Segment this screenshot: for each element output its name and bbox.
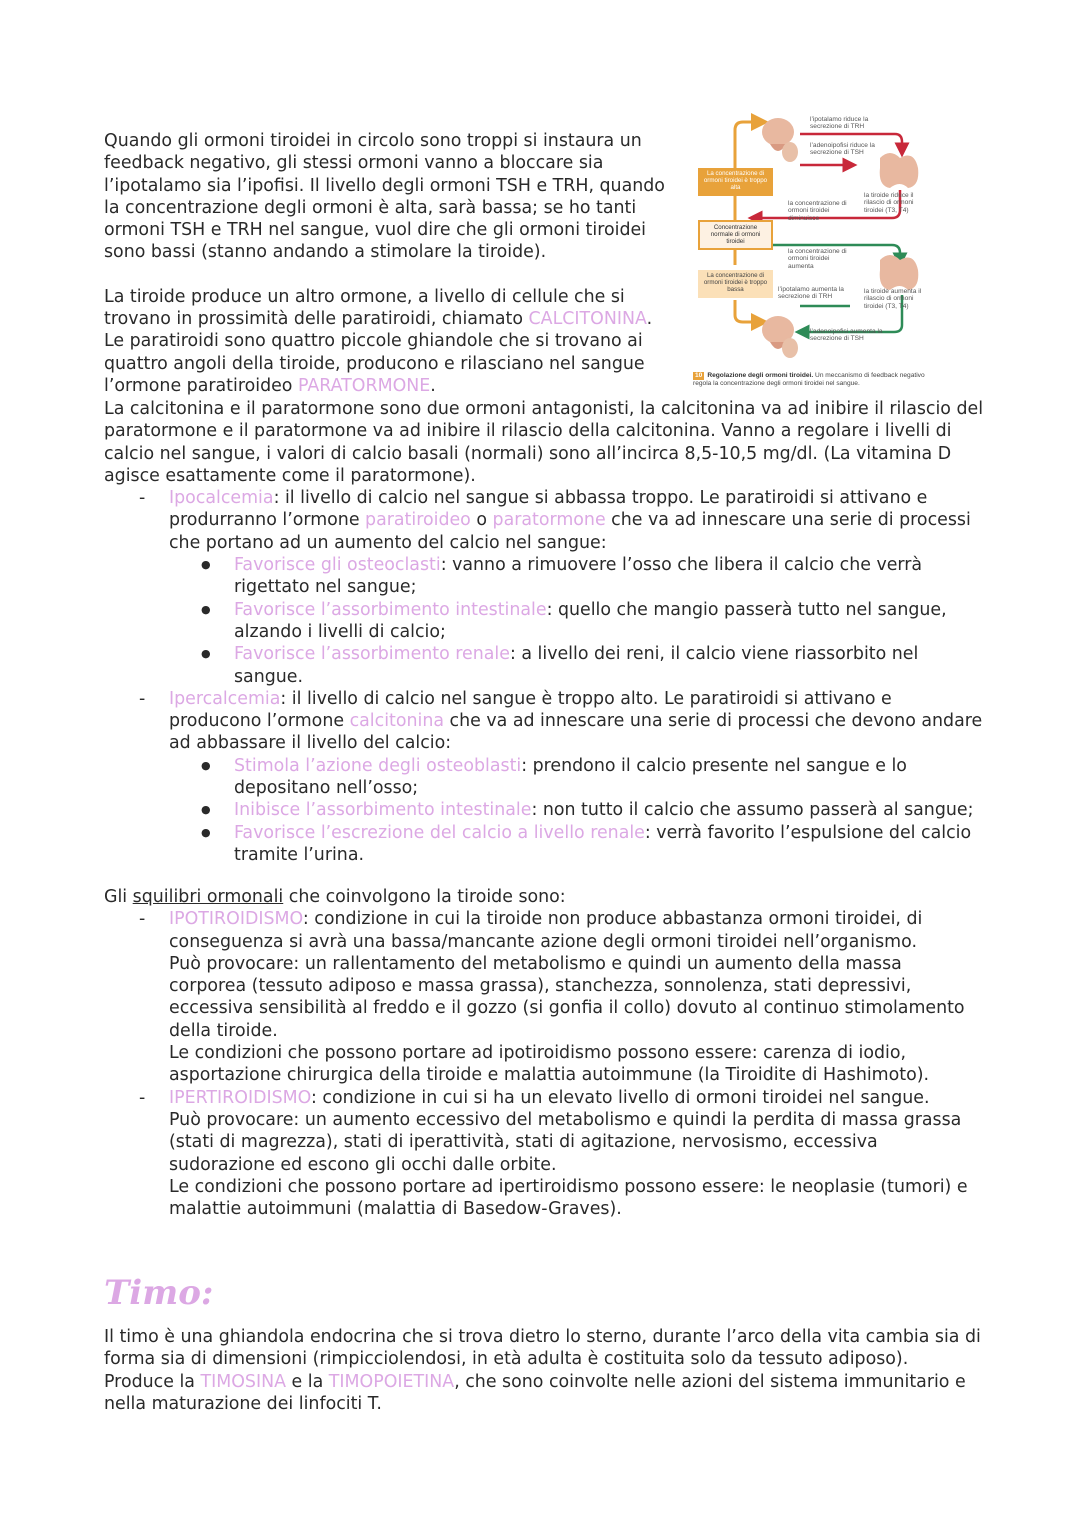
term-ipertiroidismo: IPERTIROIDISMO [169,1087,312,1108]
intro-section [104,130,684,397]
text-run: : condizione in cui la tiroide non produce abbastanza ormoni tiroidei, di conseguenza si avrà una bassa/mancante azione degli ormoni tiroidei nell’organismo. [169,909,923,952]
list-item-ipercalcemia [169,688,984,866]
arrow-up-orange [735,122,760,168]
term-ipotiroidismo: IPOTIROIDISMO [169,909,303,930]
ipertiroidismo-definition [169,1087,984,1109]
highlight-paratormone: PARATORMONE [297,375,431,396]
text-run: che coinvolgono la tiroide sono: [283,887,566,907]
highlight: Inibisce l’assorbimento intestinale [234,800,532,821]
list-item [234,554,984,599]
intro-paragraph-calcitonina [104,286,684,331]
list-item-ipotiroidismo [169,908,984,1086]
list-item-ipocalcemia [169,487,984,688]
thyroid-organ-bottom [880,255,919,290]
highlight: Stimola l’azione degli osteoblasti [234,755,522,776]
text-run: : a livello dei reni, il calcio viene riassorbito nel sangue. [234,644,919,687]
timo-paragraph-1: Il timo è una ghiandola endocrina che si trova dietro lo sterno, durante l’arco della vita cambia sia di forma sia di dimensioni (rimpicciolendosi, in età adulta è costituita solo da tessuto adiposo). [104,1327,981,1370]
highlight-timopoietina: TIMOPOIETINA [328,1371,455,1392]
calcium-conditions-list [104,487,984,866]
term-ipercalcemia: Ipercalcemia [169,688,281,709]
list-item [234,755,984,800]
diagram-caption [693,372,941,388]
text-run: Produce la [104,1371,201,1392]
squilibri-lead [104,886,984,908]
text-run: : non tutto il calcio che assumo passerà al sangue; [531,800,974,821]
list-item [234,822,984,867]
list-item [234,599,984,644]
ipertiroidismo-effects: Può provocare: un aumento eccessivo del metabolismo e quindi la perdita di massa grassa (stati di magrezza), stati di iperattività, stati di agitazione, nervosismo, eccessiva sudorazione ed escono gli occhi dalle orbite. [169,1109,962,1175]
box-concentration-high: La concentrazione di ormoni tiroidei è troppo alta [698,168,773,196]
caption-title: Regolazione degli ormoni tiroidei. [707,372,814,379]
thyroid-organ-top [880,153,919,188]
label-ipotalamo-riduce: l’ipotalamo riduce la secrezione di TRH [810,116,869,131]
highlight: Favorisce l’assorbimento intestinale [234,599,547,620]
highlight-timosina: TIMOSINA [200,1371,286,1392]
caption-number: 10 [695,372,703,379]
intro-paragraph-feedback: Quando gli ormoni tiroidei in circolo sono troppi si instaura un feedback negativo, gli stessi ormoni vanno a bloccare sia l’ipotalamo sia l’ipofisi. Il livello degli ormoni TSH e TRH, quando la concentrazione degli ormoni è alta, sarà bassa; se ho tanti ormoni TSH e TRH nel sangue, vuol dire che gli ormoni tiroidei sono bassi (stanno andando a stimolare la tiroide). [104,131,665,263]
text-run: . [646,309,653,330]
label-concentrazione-aumenta: la concentrazione di ormoni tiroidei aumenta [788,248,847,270]
highlight-calcitonina: calcitonina [349,711,445,732]
label-adenoipofisi-aumenta: l’adenoipofisi aumenta la secrezione di TSH [810,328,883,343]
label-concentrazione-diminuisce: la concentrazione di ormoni tiroidei diminuisce [788,200,847,222]
ipertiroidismo-causes: Le condizioni che possono portare ad ipertiroidismo possono essere: le neoplasie (tumori) e malattie autoimmuni (malattia di Basedow-Graves). [169,1176,968,1220]
intro-paragraph-paratiroidi [104,330,684,397]
highlight-calcitonina: CALCITONINA [528,309,647,330]
text-run: : il livello di calcio nel sangue è troppo alto. Le paratiroidi si attivano e producono l’ormone [169,688,892,732]
highlight: Favorisce gli osteoclasti [234,555,441,576]
ipocalcemia-effects-list [169,554,984,688]
text-run: che va ad innescare una serie di processi che portano ad un aumento del calcio nel sangue: [169,510,971,553]
text-run: : quello che mangio passerà tutto nel sangue, alzando i livelli di calcio; [234,599,947,642]
term-ipocalcemia: Ipocalcemia [169,488,274,509]
label-tiroide-aumenta: la tiroide aumenta il rilascio di ormoni tiroidei (T3, T4) [864,288,922,310]
highlight-paratormone: paratormone [492,510,606,531]
timo-section [104,1326,984,1415]
text-run: e la [286,1371,329,1392]
text-run: che va ad innescare una serie di processi che devono andare ad abbassare il livello del calcio: [169,711,983,754]
highlight: Favorisce l’assorbimento renale [234,644,510,665]
text-run: Gli [104,887,133,907]
text-run: , che sono coinvolte nelle azioni del sistema immunitario e nella maturazione dei linfociti T. [104,1371,966,1414]
ipotiroidismo-definition [169,908,984,953]
label-tiroide-riduce: la tiroide riduce il rilascio di ormoni tiroidei (T3, T4) [864,192,914,214]
text-run: : prendono il calcio presente nel sangue e lo depositano nell’osso; [234,755,907,799]
text-run: o [470,510,493,531]
squilibri-list [104,908,984,1220]
box-concentration-normal: Concentrazione normale di ormoni tiroidei [698,220,773,250]
text-run: Le paratiroidi sono quattro piccole ghiandole che si trovano ai quattro angoli della tiroide, producono e rilasciano nel sangue l’ormone paratiroideo [104,331,645,396]
calcium-section [104,398,984,866]
text-run: : condizione in cui si ha un elevato livello di ormoni tiroidei nel sangue. [311,1087,930,1108]
list-item [234,799,984,821]
text-run: La tiroide produce un altro ormone, a livello di cellule che si trovano in prossimità delle paratiroidi, chiamato [104,286,625,330]
text-run: . [430,375,436,396]
label-ipotalamo-aumenta: l’ipotalamo aumenta la secrezione di TRH [778,286,844,301]
list-item [234,643,984,688]
ipercalcemia-effects-list [169,755,984,866]
arrow-down-orange [735,300,760,322]
text-run: : il livello di calcio nel sangue si abbassa troppo. Le paratiroidi si attivano e produrranno l’ormone [169,488,928,531]
thyroid-feedback-diagram [690,110,940,395]
underlined-term: squilibri ormonali [132,887,284,907]
box-concentration-low: La concentrazione di ormoni tiroidei è troppo bassa [698,270,773,298]
ipotiroidismo-effects: Può provocare: un rallentamento del metabolismo e quindi un aumento della massa corporea (tessuto adiposo e massa grassa), stanchezza, sonnolenza, stati depressivi, eccessiva sensibilità al freddo e il gozzo (si gonfia il collo) dovuto al continuo stimolamento della tiroide. [169,953,965,1041]
label-adenoipofisi-riduce: l’adenoipofisi riduce la secrezione di TSH [810,142,875,157]
timo-paragraph-2 [104,1371,984,1416]
highlight: Favorisce l’escrezione del calcio a livello renale [234,822,645,843]
highlight-paratiroideo: paratiroideo [365,510,471,531]
ipotiroidismo-causes: Le condizioni che possono portare ad ipotiroidismo possono essere: carenza di iodio, asportazione chirurgica della tiroide e malattia autoimmune (la Tiroidite di Hashimoto). [169,1043,930,1086]
list-item-ipertiroidismo [169,1087,984,1221]
hypothalamus-organ-top [762,118,794,146]
caption-text: Un meccanismo di feedback negativo regola la concentrazione degli ormoni tiroidei nel sangue. [693,372,925,387]
text-run: : vanno a rimuovere l’osso che libera il calcio che verrà rigettato nel sangue; [234,555,923,598]
paragraph-antagonisti: La calcitonina e il paratormone sono due ormoni antagonisti, la calcitonina va ad inibire il rilascio del paratormone e il paratormone va ad inibire il rilascio della calcitonina. Vanno a regolare i livelli di calcio nel sangue, i valori di calcio basali (normali) sono all’incirca 8,5-10,5 mg/dl. (La vitamina D agisce esattamente come il paratormone). [104,399,984,486]
text-run: : verrà favorito l’espulsione del calcio tramite l’urina. [234,822,972,865]
squilibri-section [104,886,984,1220]
timo-heading: Timo: [104,1273,214,1313]
